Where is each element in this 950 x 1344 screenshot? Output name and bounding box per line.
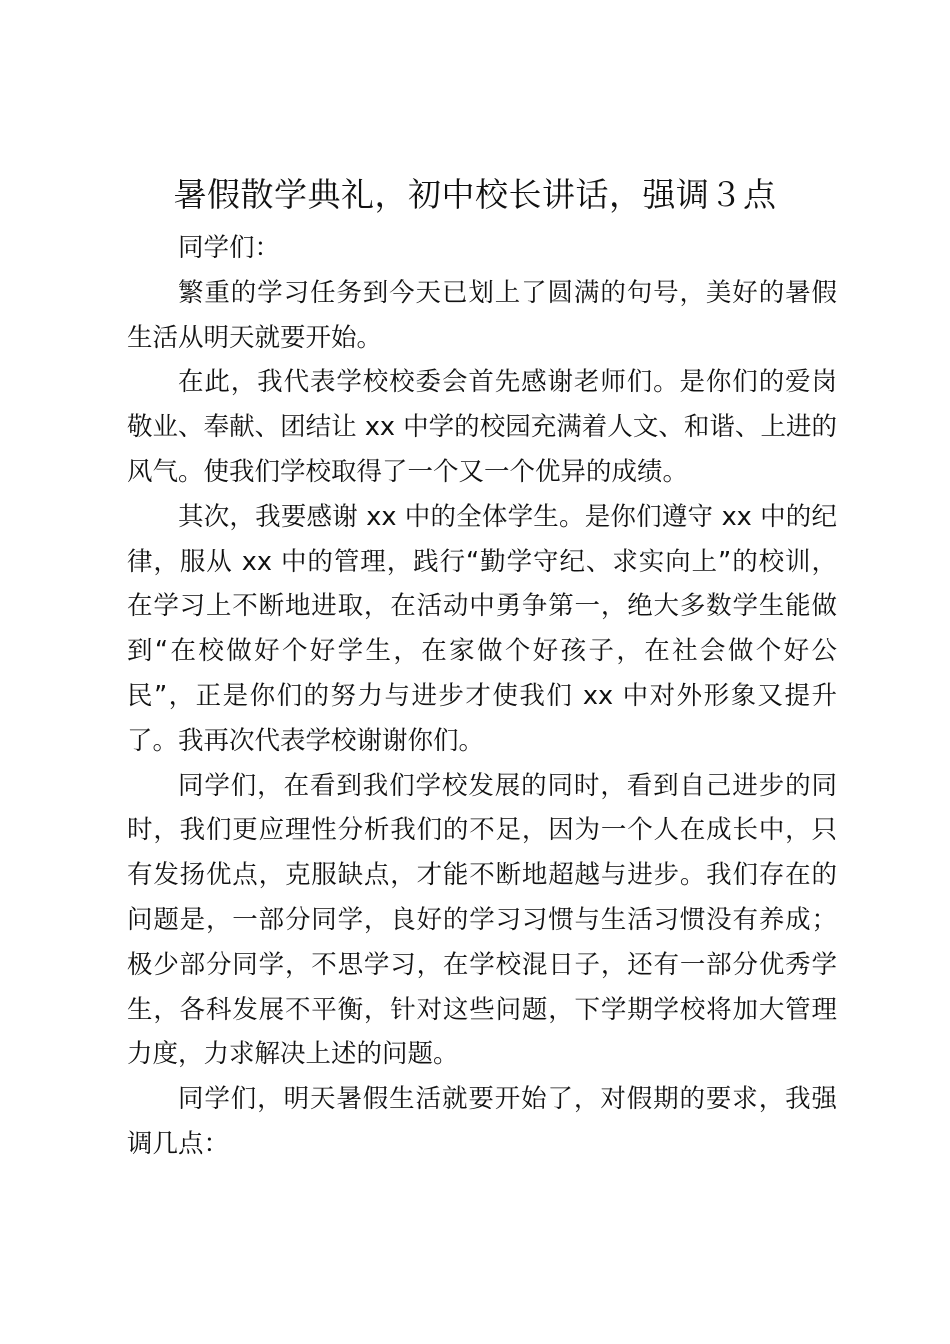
- paragraph-shortcomings: 同学们，在看到我们学校发展的同时，看到自己进步的同时，我们更应理性分析我们的不足，因为一个人在成长中，只有发扬优点，克服缺点，才能不断地超越与进步。我们存在的问题是，一部分同学，良好的学习习惯与生活习惯没有养成；极少部分同学，不思学习，在学校混日子，还有一部分优秀学生，各科发展不平衡，针对这些问题，下学期学校将加大管理力度，力求解决上述的问题。: [127, 770, 837, 1070]
- document-body: [127, 226, 837, 1167]
- paragraph-opening: 繁重的学习任务到今天已划上了圆满的句号，美好的暑假生活从明天就要开始。: [127, 277, 837, 353]
- paragraph-thank-teachers: 在此，我代表学校校委会首先感谢老师们。是你们的爱岗敬业、奉献、团结让 xx 中学的校园充满着人文、和谐、上进的风气。使我们学校取得了一个又一个优异的成绩。: [127, 367, 837, 487]
- document-title: 暑假散学典礼，初中校长讲话，强调３点: [173, 175, 777, 214]
- paragraph-greeting: 同学们：: [178, 233, 281, 263]
- paragraph-requirements: 同学们，明天暑假生活就要开始了，对假期的要求，我强调几点：: [127, 1084, 837, 1159]
- paragraph-thank-students: 其次，我要感谢 xx 中的全体学生。是你们遵守 xx 中的纪律，服从 xx 中的管理，践行“勤学守纪、求实向上”的校训，在学习上不断地进取，在活动中勇争第一，绝大多数学生能做到“在校做好个好学生，在家做个好孩子，在社会做个好公民”，正是你们的努力与进步才使我们 xx 中对外形象又提升了。我再次代表学校谢谢你们。: [127, 501, 837, 756]
